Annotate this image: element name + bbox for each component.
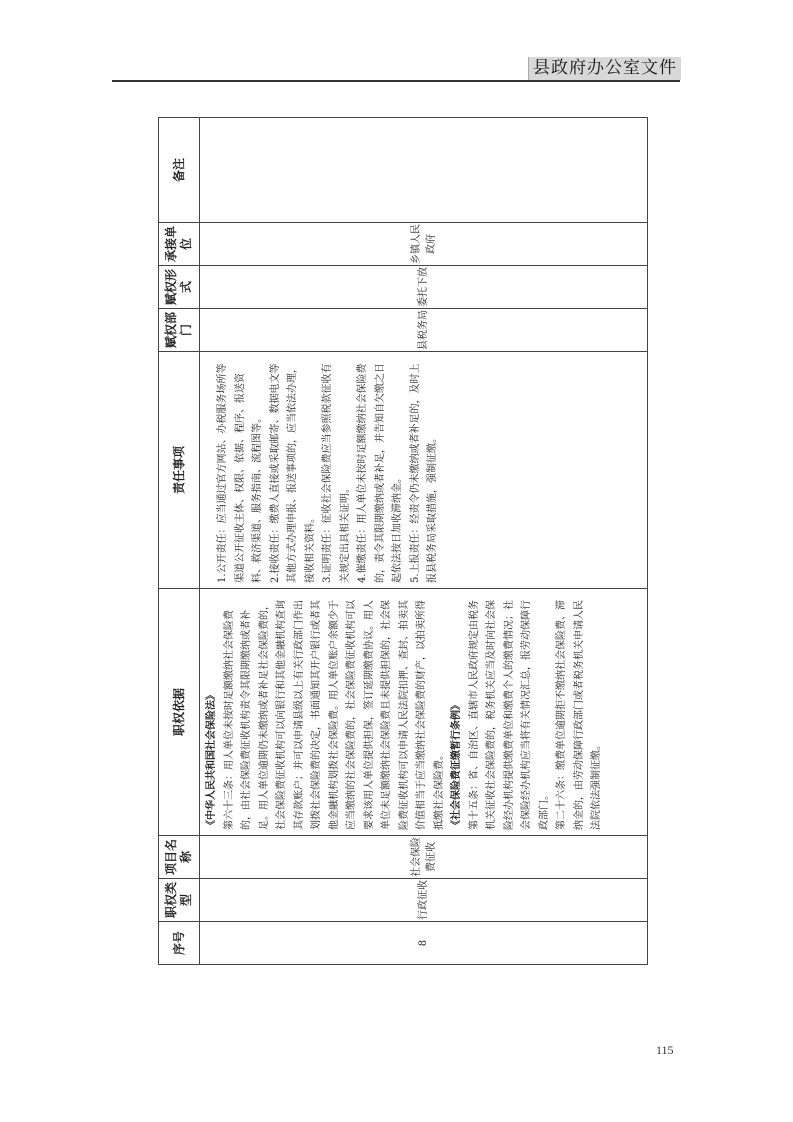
basis-law-title-2: 《社会保险费征缴暂行条例》 bbox=[451, 700, 462, 830]
basis-article-1: 第六十三条：用人单位未按时足额缴纳社会保险费的，由社会保险费征收机构责令其限期缴纳或者补足。用人单位逾期仍未缴纳或者补足社会保险费的，社会保险费征收机构可以向银行和其他金融机构查询其存款账户；并可以申请县级以上有关行政部门作出划拨社会保险费的决定，书面通知其开户银行或者其他金融机构划拨社会保险费。用人单位账户余额少于应当缴纳的社会保险费的，社会保险费征收机构可以要求该用人单位提供担保，签订延期缴费协议。用人单位未足额缴纳社会保险费且未提供担保的，社会保险费征收机构可以申请人民法院扣押、查封、拍卖其价值相当于应当缴纳社会保险费的财产，以拍卖所得抵缴社会保险费。 bbox=[223, 600, 445, 830]
table-header-row bbox=[159, 118, 200, 965]
page-number: 115 bbox=[656, 1043, 674, 1057]
cell-remark bbox=[200, 118, 648, 223]
cell-basis bbox=[200, 589, 648, 836]
cell-seq: 8 bbox=[200, 922, 648, 965]
header-rule bbox=[112, 80, 680, 82]
header-basis: 职权依据 bbox=[159, 589, 200, 836]
cell-responsibility bbox=[200, 352, 648, 589]
rotated-table-wrapper bbox=[158, 118, 648, 965]
header-name: 项目名称 bbox=[159, 836, 200, 879]
header-dept: 赋权部门 bbox=[159, 309, 200, 352]
document-header-tag: 县政府办公室文件 bbox=[528, 57, 681, 80]
responsibility-item-5: 5.上报责任：经责令仍未缴纳或者补足的，及时上报县税务局采取措施，强制征缴。 bbox=[409, 363, 438, 583]
power-list-table bbox=[158, 117, 648, 965]
header-remark: 备注 bbox=[159, 118, 200, 223]
responsibility-item-2: 2.接收责任：缴费人直接或采取邮寄、数据电文等其他方式办理申报、报送事项的，应当依法办理，接收相关资料。 bbox=[269, 363, 316, 583]
cell-dept: 县税务局 bbox=[200, 309, 648, 352]
header-unit: 承接单位 bbox=[159, 223, 200, 266]
header-type: 职权类型 bbox=[159, 879, 200, 922]
header-form: 赋权形式 bbox=[159, 266, 200, 309]
header-responsibility: 责任事项 bbox=[159, 352, 200, 589]
basis-article-2: 第十五条：省、自治区、直辖市人民政府规定由税务机关征收社会保险费的，税务机关应当及时向社会保险经办机构提供缴费单位和缴费个人的缴费情况；社会保险经办机构应当将有关情况汇总，报劳动保障行政部门。 bbox=[468, 600, 550, 830]
responsibility-item-4: 4.催缴责任：用人单位未按时足额缴纳社会保险费的，责令其限期缴纳或者补足，并告知自欠缴之日起依法按日加收滞纳金。 bbox=[357, 363, 403, 583]
cell-type: 行政征收 bbox=[200, 879, 648, 922]
responsibility-item-1: 1.公开责任：应当通过官方网站、办税服务场所等渠道公开征收主体、权限、依据、程序、报送资料、救济渠道、服务指南、流程图等。 bbox=[217, 363, 263, 583]
cell-unit: 乡镇人民政府 bbox=[200, 223, 648, 266]
cell-form: 委托下放 bbox=[200, 266, 648, 309]
basis-article-3: 第二十六条：缴费单位逾期拒不缴纳社会保险费、滞纳金的，由劳动保障行政部门或者税务机关申请人民法院依法强制征缴。 bbox=[556, 600, 602, 830]
basis-law-title-1: 《中华人民共和国社会保险法》 bbox=[206, 690, 217, 830]
cell-name: 社会保险费征收 bbox=[200, 836, 648, 879]
responsibility-item-3: 3.证明责任：征收社会保险费应当参照税款征收有关规定出具相关证明。 bbox=[322, 363, 351, 583]
table-row bbox=[200, 118, 648, 965]
header-seq: 序号 bbox=[159, 922, 200, 965]
